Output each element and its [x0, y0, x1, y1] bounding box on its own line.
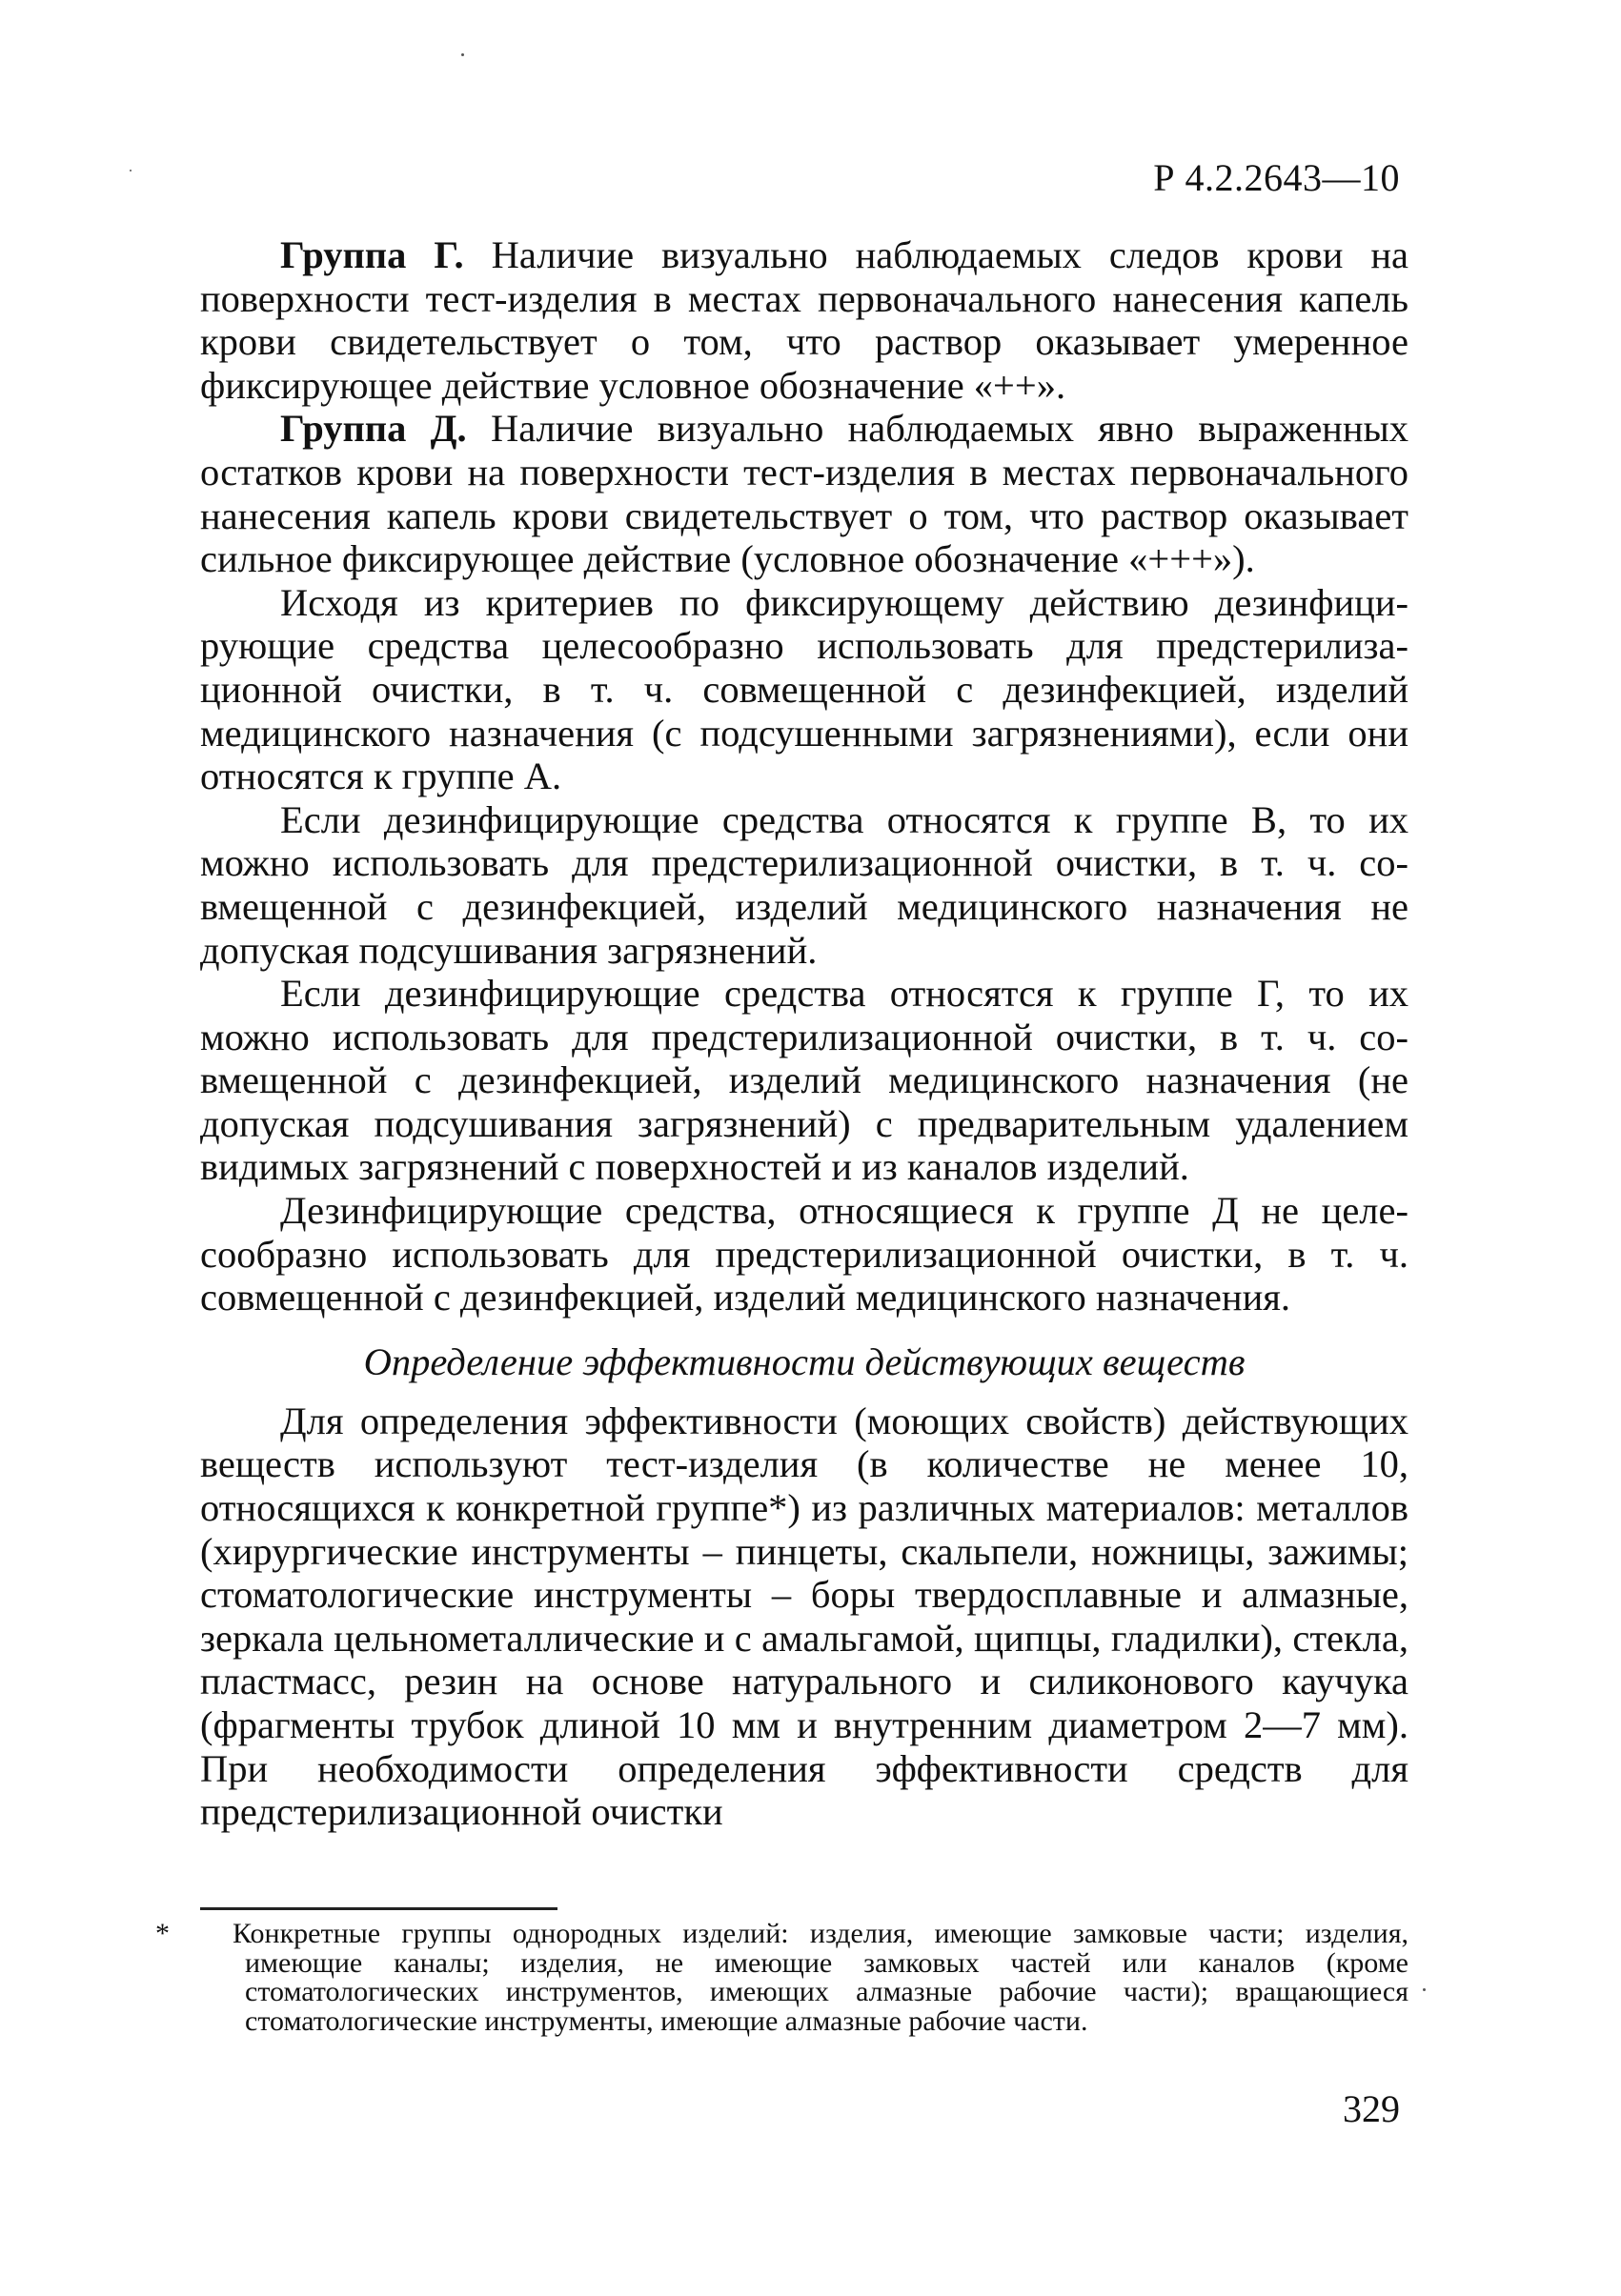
scan-speck: [130, 170, 132, 171]
paragraph-text: Если дезинфицирующие средства относятся к группе Г, то их можно использовать для предстерилизационной очистки, в т. ч. совмещенной с дезинфекцией, изделий медицинского назначения (не допуская подсушивания загрязнений) с предварительным удалением видимых загрязнений с поверхностей и из каналов изделий.: [200, 972, 1408, 1189]
page-number: 329: [1343, 2087, 1400, 2130]
footnote: [155, 1918, 1408, 2037]
body-text: [200, 233, 1408, 1834]
footnote-text: Конкретные группы однородных изделий: изделия, имеющие замковые части; изделия, имеющие каналы; изделия, не имеющие замковых частей или каналов (кроме стоматологических инструментов, имеющих алмазные рабочие части); вращающиеся стоматологические инструменты, имеющие алмазные рабочие части.: [233, 1918, 1408, 2037]
paragraph-group-g: [200, 233, 1408, 407]
scan-speck: [1423, 1988, 1426, 1991]
document-code: Р 4.2.2643—10: [1153, 156, 1400, 199]
footnote-divider: [200, 1907, 557, 1910]
paragraph-text: Наличие визуально наблюдаемых явно выраженных остатков крови на поверхности тест-изделия в местах первоначального нанесения капель крови свидетельствует о том, что раствор оказывает сильное фиксирующее действие (условное обозначение «+++»).: [200, 407, 1408, 581]
paragraph-group-v-usage: [200, 798, 1408, 972]
footnote-body: [155, 1918, 1408, 2037]
paragraph-lead: Группа Г.: [280, 233, 464, 276]
paragraph-text: Дезинфицирующие средства, относящиеся к группе Д не целесообразно использовать для предстерилизационной очистки, в т. ч. совмещенной с дезинфекцией, изделий медицинского назначения.: [200, 1189, 1408, 1319]
paragraph-group-a-usage: [200, 581, 1408, 798]
paragraph-group-d-usage: [200, 1189, 1408, 1319]
paragraph-text: Наличие визуально наблюдаемых следов крови на поверхности тест-изделия в местах первоначального нанесения капель крови свидетельствует о том, что раствор оказывает умеренное фиксирующее действие условное обозначение «++».: [200, 233, 1408, 407]
section-heading: Определение эффективности действующих веществ: [363, 1339, 1246, 1383]
paragraph-group-g-usage: [200, 972, 1408, 1189]
paragraph-lead: Группа Д.: [280, 407, 467, 451]
paragraph-text: Если дезинфицирующие средства относятся к группе В, то их можно использовать для предстерилизационной очистки, в т. ч. совмещенной с дезинфекцией, изделий медицинского назначения не допуская подсушивания загрязнений.: [200, 797, 1408, 972]
paragraph-text: Исходя из критериев по фиксирующему действию дезинфицирующие средства целесообразно использовать для предстерилизационной очистки, в т. ч. совмещенной с дезинфекцией, изделий медицинского назначения (с подсушенными загрязнениями), если они относятся к группе А.: [200, 580, 1408, 798]
paragraph-text: Для определения эффективности (моющих свойств) действующих веществ используют тест-изделия (в количестве не менее 10, относящихся к конкретной группе*) из различных материалов: металлов (хирургические инструменты – пинцеты, скальпели, ножницы, зажимы; стоматологические инструменты – боры твердосплавные и алмазные, зеркала цельнометаллические и с амальгамой, щипцы, гладилки), стекла, пластмасс, резин на основе натурального и силиконового каучука (фрагменты трубок длиной 10 мм и внутренним диаметром 2—7 мм). При необходимости определения эффективности средств для предстерилизационной очистки: [200, 1399, 1408, 1834]
footnote-mark: *: [155, 1918, 170, 1949]
scan-speck: [461, 53, 464, 56]
paragraph-group-d: [200, 407, 1408, 580]
paragraph-efficiency: [200, 1400, 1408, 1834]
